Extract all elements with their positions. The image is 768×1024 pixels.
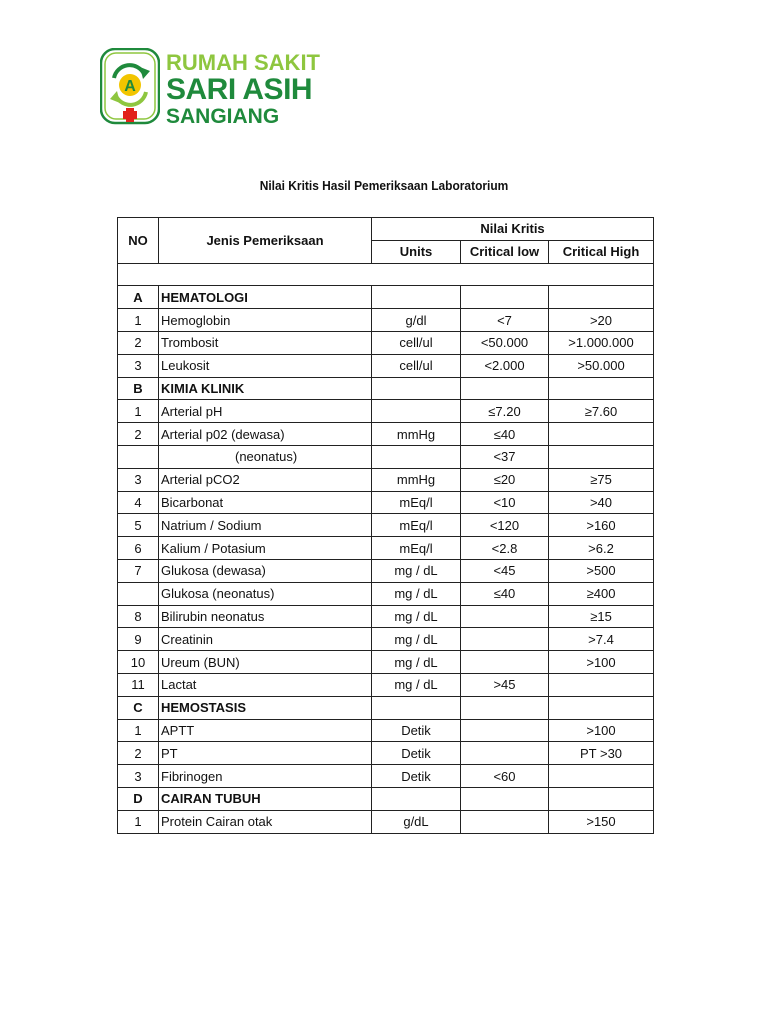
critical-high-cell: >100 xyxy=(549,719,654,742)
row-number: B xyxy=(118,377,159,400)
critical-high-cell xyxy=(549,673,654,696)
test-name: Ureum (BUN) xyxy=(159,651,372,674)
test-name: PT xyxy=(159,742,372,765)
row-number: 11 xyxy=(118,673,159,696)
units-cell: g/dl xyxy=(372,309,461,332)
test-name: Creatinin xyxy=(159,628,372,651)
critical-high-cell xyxy=(549,377,654,400)
units-cell: mEq/l xyxy=(372,537,461,560)
critical-low-cell xyxy=(461,810,549,833)
table-row xyxy=(118,423,654,446)
critical-high-cell: >100 xyxy=(549,651,654,674)
test-name: Kalium / Potasium xyxy=(159,537,372,560)
units-cell: cell/ul xyxy=(372,354,461,377)
test-name: Leukosit xyxy=(159,354,372,377)
row-number: 2 xyxy=(118,423,159,446)
row-number: 1 xyxy=(118,400,159,423)
test-name: Glukosa (dewasa) xyxy=(159,559,372,582)
table-row xyxy=(118,514,654,537)
critical-values-table xyxy=(117,217,654,834)
header-jenis-pemeriksaan: Jenis Pemeriksaan xyxy=(159,218,372,264)
row-number: 1 xyxy=(118,810,159,833)
units-cell: mg / dL xyxy=(372,559,461,582)
test-name: (neonatus) xyxy=(159,445,372,468)
table-row xyxy=(118,331,654,354)
spacer-row xyxy=(118,263,654,286)
row-number: 1 xyxy=(118,719,159,742)
table-row xyxy=(118,605,654,628)
test-name: Arterial p02 (dewasa) xyxy=(159,423,372,446)
header-units: Units xyxy=(372,240,461,263)
test-name: APTT xyxy=(159,719,372,742)
section-row xyxy=(118,787,654,810)
critical-low-cell: ≤20 xyxy=(461,468,549,491)
logo-line-sari-asih: SARI ASIH xyxy=(166,73,313,106)
critical-high-cell: PT >30 xyxy=(549,742,654,765)
units-cell: mg / dL xyxy=(372,582,461,605)
header-critical-low: Critical low xyxy=(461,240,549,263)
table-row xyxy=(118,673,654,696)
row-number: 4 xyxy=(118,491,159,514)
row-number: 2 xyxy=(118,331,159,354)
table-row xyxy=(118,651,654,674)
units-cell xyxy=(372,400,461,423)
units-cell xyxy=(372,286,461,309)
critical-low-cell xyxy=(461,651,549,674)
critical-high-cell: >160 xyxy=(549,514,654,537)
table-row xyxy=(118,742,654,765)
emblem-letter xyxy=(100,48,160,128)
row-number xyxy=(118,445,159,468)
critical-low-cell: <7 xyxy=(461,309,549,332)
critical-high-cell xyxy=(549,696,654,719)
section-row xyxy=(118,377,654,400)
units-cell: Detik xyxy=(372,719,461,742)
table-body xyxy=(118,263,654,833)
critical-low-cell: <2.000 xyxy=(461,354,549,377)
test-name: Fibrinogen xyxy=(159,765,372,788)
critical-high-cell xyxy=(549,445,654,468)
critical-low-cell: <2.8 xyxy=(461,537,549,560)
critical-high-cell: >500 xyxy=(549,559,654,582)
table-row xyxy=(118,354,654,377)
row-number: 10 xyxy=(118,651,159,674)
critical-high-cell: ≥75 xyxy=(549,468,654,491)
critical-high-cell: >6.2 xyxy=(549,537,654,560)
row-number: 3 xyxy=(118,765,159,788)
row-number: C xyxy=(118,696,159,719)
table-row xyxy=(118,445,654,468)
units-cell: mmHg xyxy=(372,423,461,446)
row-number: 3 xyxy=(118,468,159,491)
section-row xyxy=(118,286,654,309)
units-cell: mg / dL xyxy=(372,628,461,651)
row-number: 2 xyxy=(118,742,159,765)
test-name: Protein Cairan otak xyxy=(159,810,372,833)
logo-line-sangiang: SANGIANG xyxy=(166,105,280,128)
critical-low-cell xyxy=(461,286,549,309)
table-row xyxy=(118,582,654,605)
critical-high-cell: ≥400 xyxy=(549,582,654,605)
critical-low-cell: <60 xyxy=(461,765,549,788)
critical-high-cell xyxy=(549,423,654,446)
row-number: 8 xyxy=(118,605,159,628)
hospital-logo xyxy=(100,48,330,130)
test-name: Arterial pCO2 xyxy=(159,468,372,491)
row-number xyxy=(118,582,159,605)
critical-low-cell: >45 xyxy=(461,673,549,696)
section-name: HEMATOLOGI xyxy=(159,286,372,309)
row-number: 1 xyxy=(118,309,159,332)
critical-high-cell: >7.4 xyxy=(549,628,654,651)
units-cell: mg / dL xyxy=(372,673,461,696)
section-row xyxy=(118,696,654,719)
table-row xyxy=(118,309,654,332)
units-cell xyxy=(372,787,461,810)
table-row xyxy=(118,537,654,560)
critical-low-cell: <120 xyxy=(461,514,549,537)
test-name: Hemoglobin xyxy=(159,309,372,332)
table-row xyxy=(118,719,654,742)
table-row xyxy=(118,400,654,423)
row-number: D xyxy=(118,787,159,810)
critical-high-cell: >50.000 xyxy=(549,354,654,377)
critical-high-cell: ≥7.60 xyxy=(549,400,654,423)
critical-high-cell xyxy=(549,286,654,309)
critical-low-cell xyxy=(461,787,549,810)
units-cell: Detik xyxy=(372,765,461,788)
units-cell: mmHg xyxy=(372,468,461,491)
critical-high-cell: >40 xyxy=(549,491,654,514)
critical-low-cell: <50.000 xyxy=(461,331,549,354)
critical-low-cell xyxy=(461,696,549,719)
document-title: Nilai Kritis Hasil Pemeriksaan Laboratorium xyxy=(259,178,509,193)
header-row-1 xyxy=(118,218,654,241)
header-nilai-kritis: Nilai Kritis xyxy=(372,218,654,241)
logo-wordmark xyxy=(166,52,320,127)
critical-low-cell xyxy=(461,719,549,742)
section-name: HEMOSTASIS xyxy=(159,696,372,719)
units-cell: Detik xyxy=(372,742,461,765)
row-number: 9 xyxy=(118,628,159,651)
test-name: Glukosa (neonatus) xyxy=(159,582,372,605)
critical-low-cell xyxy=(461,377,549,400)
critical-high-cell: >20 xyxy=(549,309,654,332)
test-name: Arterial pH xyxy=(159,400,372,423)
table-row xyxy=(118,628,654,651)
row-number: A xyxy=(118,286,159,309)
test-name: Trombosit xyxy=(159,331,372,354)
units-cell xyxy=(372,377,461,400)
test-name: Bicarbonat xyxy=(159,491,372,514)
critical-high-cell: ≥15 xyxy=(549,605,654,628)
critical-high-cell: >1.000.000 xyxy=(549,331,654,354)
row-number: 6 xyxy=(118,537,159,560)
critical-low-cell: <37 xyxy=(461,445,549,468)
row-number: 3 xyxy=(118,354,159,377)
table-row xyxy=(118,468,654,491)
units-cell: g/dL xyxy=(372,810,461,833)
units-cell: mEq/l xyxy=(372,514,461,537)
units-cell xyxy=(372,445,461,468)
units-cell: mg / dL xyxy=(372,651,461,674)
section-name: CAIRAN TUBUH xyxy=(159,787,372,810)
test-name: Bilirubin neonatus xyxy=(159,605,372,628)
critical-low-cell: ≤7.20 xyxy=(461,400,549,423)
critical-low-cell: <10 xyxy=(461,491,549,514)
critical-low-cell xyxy=(461,605,549,628)
row-number: 7 xyxy=(118,559,159,582)
units-cell xyxy=(372,696,461,719)
table-row xyxy=(118,491,654,514)
table-row xyxy=(118,765,654,788)
logo-line-rumah-sakit: RUMAH SAKIT xyxy=(166,50,320,75)
svg-text:A: A xyxy=(124,78,136,95)
critical-low-cell: ≤40 xyxy=(461,582,549,605)
row-number: 5 xyxy=(118,514,159,537)
units-cell: mEq/l xyxy=(372,491,461,514)
test-name: Lactat xyxy=(159,673,372,696)
units-cell: cell/ul xyxy=(372,331,461,354)
critical-low-cell xyxy=(461,628,549,651)
section-name: KIMIA KLINIK xyxy=(159,377,372,400)
test-name: Natrium / Sodium xyxy=(159,514,372,537)
critical-high-cell xyxy=(549,765,654,788)
table-row xyxy=(118,559,654,582)
critical-high-cell xyxy=(549,787,654,810)
header-no: NO xyxy=(118,218,159,264)
critical-high-cell: >150 xyxy=(549,810,654,833)
table-row xyxy=(118,810,654,833)
critical-low-cell: <45 xyxy=(461,559,549,582)
header-critical-high: Critical High xyxy=(549,240,654,263)
critical-low-cell xyxy=(461,742,549,765)
critical-low-cell: ≤40 xyxy=(461,423,549,446)
units-cell: mg / dL xyxy=(372,605,461,628)
